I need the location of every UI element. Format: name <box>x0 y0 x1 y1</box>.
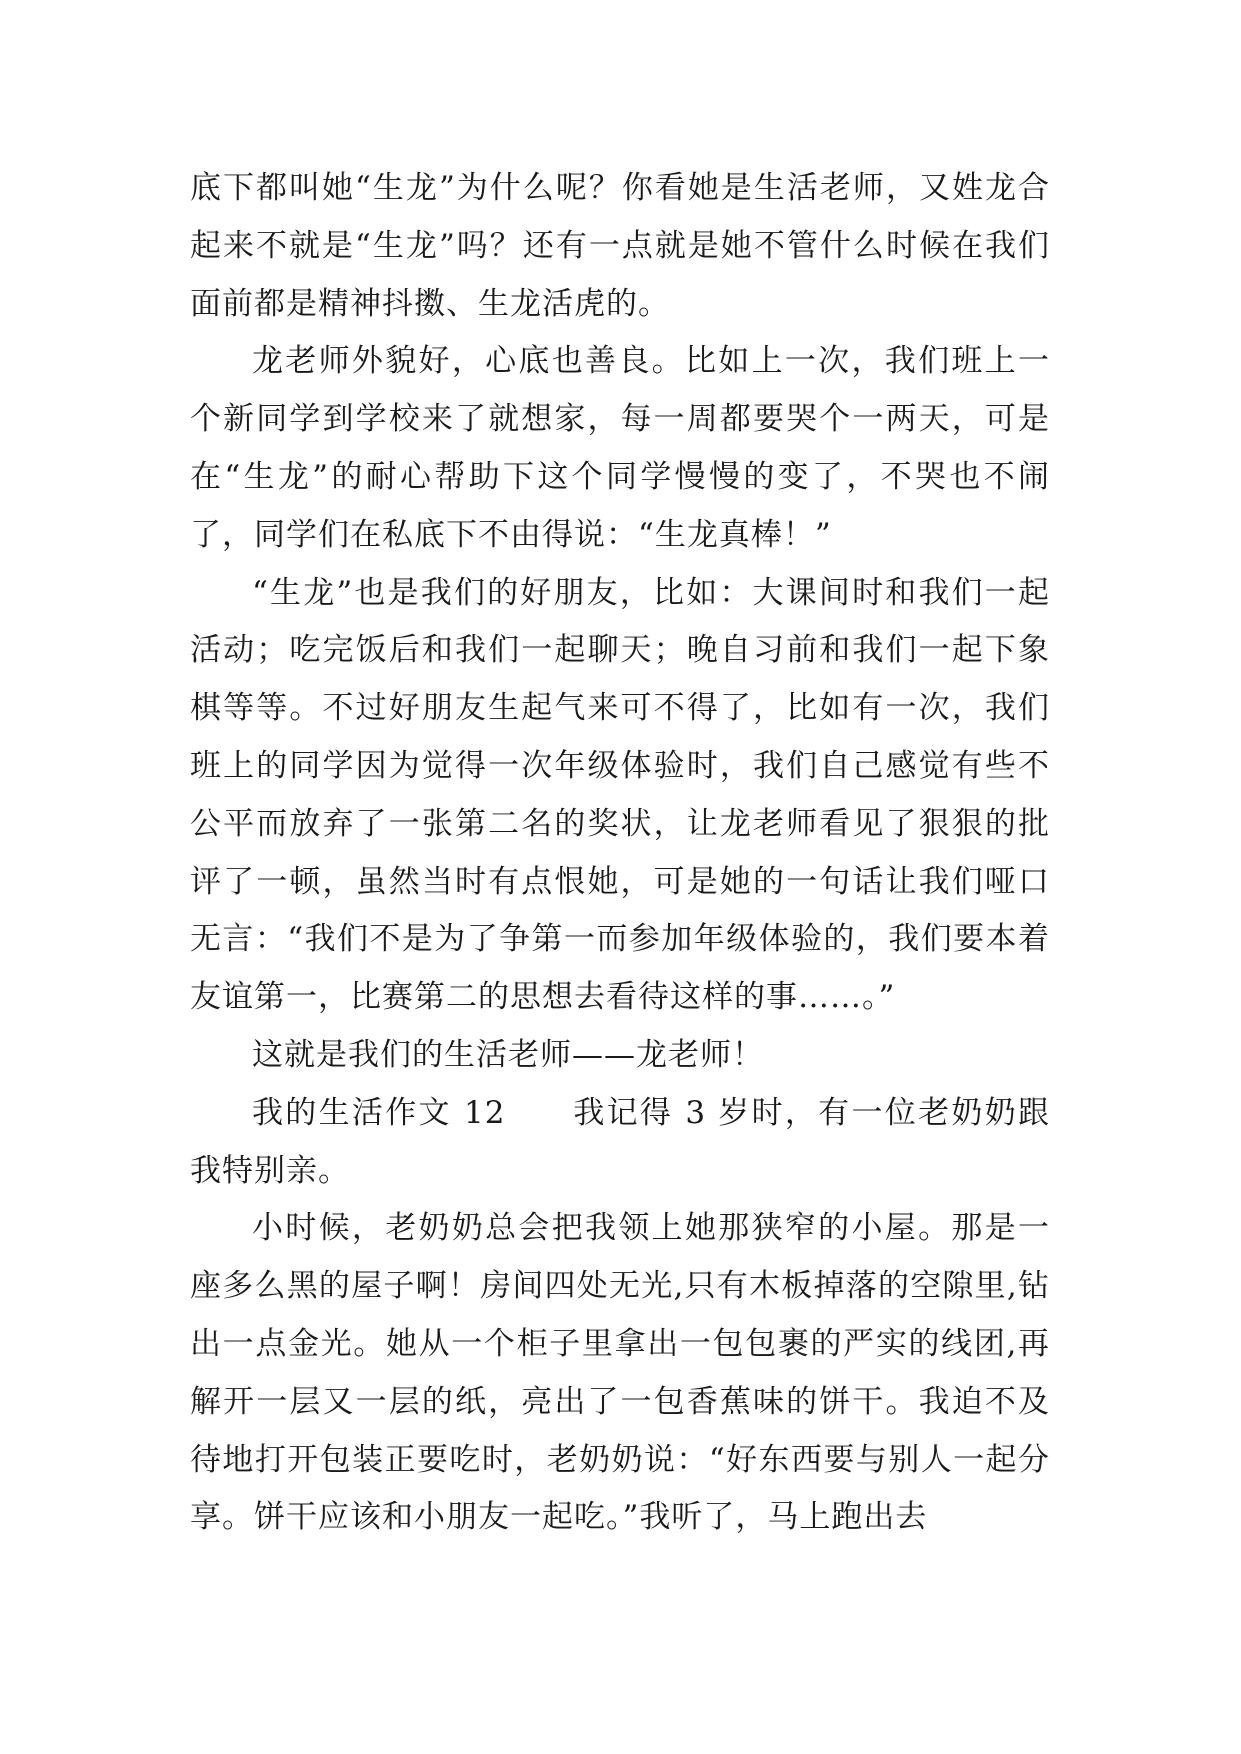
paragraph-3: “生龙”也是我们的好朋友，比如：大课间时和我们一起活动；吃完饭后和我们一起聊天；晚自习前和我们一起下象棋等等。不过好朋友生起气来可不得了，比如有一次，我们班上的同学因为觉得一次年级体验时，我们自己感觉有些不公平而放弃了一张第二名的奖状，让龙老师看见了狠狠的批评了一顿，虽然当时有点恨她，可是她的一句话让我们哑口无言：“我们不是为了争第一而参加年级体验的，我们要本着友谊第一，比赛第二的思想去看待这样的事……。” <box>190 574 1050 1016</box>
paragraph-1: 底下都叫她“生龙”为什么呢？你看她是生活老师，又姓龙合起来不就是“生龙”吗？还有一点就是她不管什么时候在我们面前都是精神抖擞、生龙活虎的。 <box>190 170 1050 322</box>
document-body <box>190 160 1050 1547</box>
paragraph-2: 龙老师外貌好，心底也善良。比如上一次，我们班上一个新同学到学校来了就想家，每一周都要哭个一两天，可是在“生龙”的耐心帮助下这个同学慢慢的变了，不哭也不闹了，同学们在私底下不由得说：“生龙真棒！” <box>190 343 1050 553</box>
paragraph-5: 我的生活作文 12 我记得 3 岁时，有一位老奶奶跟我特别亲。 <box>190 1094 1050 1189</box>
paragraph-4: 这就是我们的生活老师——龙老师！ <box>252 1036 764 1073</box>
paragraph-6: 小时候，老奶奶总会把我领上她那狭窄的小屋。那是一座多么黑的屋子啊！房间四处无光,只有木板掉落的空隙里,钻出一点金光。她从一个柜子里拿出一包包裹的严实的线团,再解开一层又一层的纸，亮出了一包香蕉味的饼干。我迫不及待地打开包装正要吃时，老奶奶说：“好东西要与别人一起分享。饼干应该和小朋友一起吃。”我听了，马上跑出去 <box>190 1210 1050 1536</box>
